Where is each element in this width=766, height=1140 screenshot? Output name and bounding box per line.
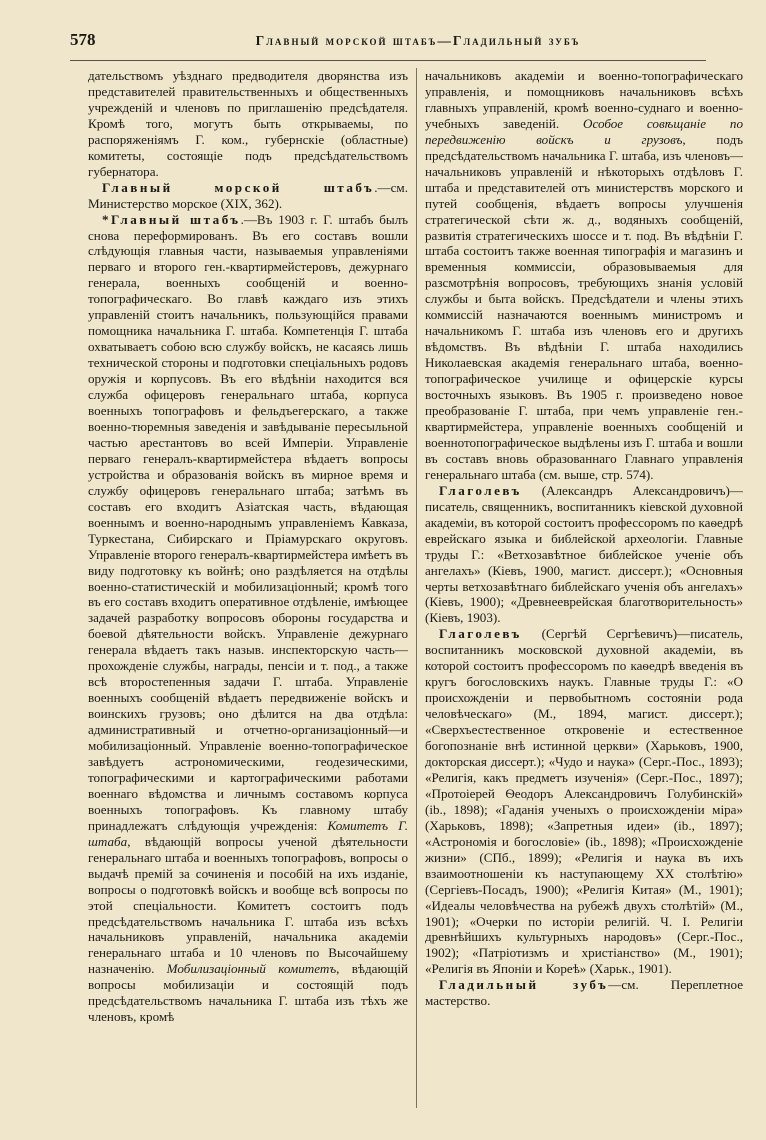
running-head: Главный морской штабъ—Гладильный зубъ: [255, 33, 581, 48]
entry-text: , подъ предсѣдательствомъ начальника Г. штаба, изъ членовъ—начальниковъ управленій и нѣкоторыхъ отдѣловъ Г. штаба и представителей отъ министерствъ морского и путей сообщенія, вѣдаетъ вопросы улучшенія стратегической сѣти ж. д., водяныхъ сообщеній, развитія стратегическихъ шоссе и т. под. Въ вѣдѣніи Г. штаба состоитъ также военная типографія и магазинъ и временныя коммиссіи, образовываемыя для разсмотрѣнія вопросовъ, требующихъ знанія условій службы и быта войскъ. Предсѣдатели и члены этихъ коммиссій назначаются военнымъ министромъ и начальникомъ Г. штаба изъ членовъ его и другихъ вѣдомствъ. Въ вѣдѣніи Г. штаба находились Николаевская академія генеральнаго штаба, военно-топографическое училище и офицерскіе курсы восточныхъ языковъ. Въ 1905 г. произведено новое преобразованіе Г. штаба, при чемъ управленіе ген.-квартирмейстера, управленіе военныхъ сообщеній и военнотопографическое выдѣлены изъ Г. штаба и вошли въ составъ вновь образованнаго Главнаго управленія генеральнаго штаба (см. выше, стр. 574).: [425, 131, 743, 482]
column-divider: [416, 68, 417, 1108]
entry-text: .—Въ 1903 г. Г. штабъ былъ снова переформированъ. Въ его составъ вошли слѣдующія главныя части, называемыя управленіями перваго и второго ген.-квартирмейстеровъ, дежурнаго генерала, военныхъ сообщеній и военно-топографическаго. Во главѣ каждаго изъ этихъ управленій стоитъ начальникъ, пользующійся правами помощника начальника Г. штаба. Компетенція Г. штаба охватываетъ собою всю службу войскъ, не касаясь лишь технической стороны и подготовки спеціальныхъ родовъ оружія и корпусовъ. Въ его вѣдѣніи находится вся служба офицеровъ генеральнаго штаба, корпуса военныхъ топографовъ и фельдъегерскаго, а также военно-тюремныя заведенія и завѣдываніе пересыльной частью арестантовъ во всей Имперіи. Управленіе перваго генералъ-квартирмейстера вѣдаетъ вопросы устройства и образованія войскъ въ мирное время и службу офицеровъ генеральнаго штаба; затѣмъ въ составъ его входитъ Азіатская часть, вѣдающая военнымъ и военно-народнымъ управленіемъ Кавказа, Туркестана, Сибирскаго и Пріамурскаго округовъ. Управленіе второго генералъ-квартирмейстера имѣетъ въ виду подготовку къ войнѣ; оно раздѣляется на отдѣлы военно-статистическій и мобилизаціонный; кромѣ того въ его составъ входитъ оперативное отдѣленіе, имѣющее задачей разработку вопросовъ обороны государства и боевой дѣятельности войскъ. Управленіе дежурнаго генерала вѣдаетъ такъ назыв. инспекторскую часть—прохожденіе службы, награды, пенсіи и т. под., а также всѣ второстепенныя задачи Г. штаба. Управленіе военныхъ сообщеній вѣдаетъ передвиженіе войскъ и воинскихъ грузовъ; оно дѣлится на два отдѣла: административный и отчетно-организаціонный—и мобилизаціонный. Управленіе военно-топографическое завѣдуетъ астрономическими, геодезическими, топографическими и картографическими работами военнаго вѣдомства и личнымъ составомъ корпуса военныхъ топографовъ. Къ главному штабу принадлежатъ слѣдующія учрежденія:: [88, 211, 408, 833]
entry-text: начальниковъ академіи и военно-топографическаго управленія, и помощниковъ начальниковъ всѣхъ главныхъ управленій, кромѣ военно-суднаго и военно-учебныхъ заведеній.: [425, 68, 743, 131]
entry-continuation: дательствомъ уѣзднаго предводителя дворянства изъ представителей правительственныхъ и общественныхъ учрежденій и членовъ по приглашенію предсѣдателя. Кромѣ того, могутъ быть открываемы, по распоряженіямъ Г. ком., губернскіе (областные) комитеты, состоящіе подъ предсѣдательствомъ губернатора.: [88, 68, 408, 179]
entry-continuation: [425, 68, 743, 483]
entry-text: (Сергѣй Сергѣевичъ)—писатель, воспитанникъ московской духовной академіи, въ которой состоитъ профессоромъ по каѳедрѣ введенія въ кругъ богословскихъ наукъ. Главные труды Г.: «О происхожденіи и первобытномъ состояніи рода человѣческаго» (М., 1894, магист. диссерт.); «Сверхъестественное откровеніе и естественное богопознаніе внѣ истинной церкви» (Харьковъ, 1900, докторская диссерт.); «Чудо и наука» (Серг.-Пос., 1893); «Религія, какъ предметъ изученія» (Серг.-Пос., 1897); «Протоіерей Ѳеодоръ Александровичъ Голубинскій» (ib., 1898); «Гаданія ученыхъ о происхожденіи міра» (Харьковъ, 1898); «Запретныя идеи» (ib., 1897); «Астрономія и богословіе» (ib., 1898); «Происхожденіе жизни» (СПб., 1899); «Религія и наука въ ихъ взаимоотношеніи къ наступающему XX столѣтію» (Сергіевъ-Посадъ, 1900); «Религія Китая» (М., 1901); «Идеалы человѣчества на рубежѣ двухъ столѣтій» (М., 1901); «Очерки по исторіи религій. Ч. I. Религіи древнѣйшихъ культурныхъ народовъ» (Серг.-Пос., 1902); «Патріотизмъ и христіанство» (М., 1901); «Религія въ Японіи и Кореѣ» (Харьк., 1901).: [425, 626, 743, 977]
entry-text: (Александръ Александровичъ)—писатель, священникъ, воспитанникъ кіевской духовной академіи, въ которой состоитъ профессоромъ по каѳедрѣ еврейскаго языка и библейской археологіи. Главные труды Г.: «Ветхозавѣтное библейское ученіе объ ангелахъ» (Кіевъ, 1900, магист. диссерт.); «Основныя черты ветхозавѣтнаго библейскаго ученія объ ангелахъ» (Кіевъ, 1900); «Древнееврейская благотворительность» (Кіевъ, 1903).: [425, 482, 743, 626]
italic-term: Мобилизаціонный комитетъ: [166, 961, 337, 977]
headword: Гладильный зубъ: [439, 977, 609, 993]
entry-glagolev-alexandr: [425, 483, 743, 627]
entry-glavny-morskoy-shtab: [88, 180, 408, 212]
left-column: [88, 68, 408, 1116]
entry-text: —см. Переплетное мастерство.: [425, 977, 743, 1009]
italic-term: Особое совѣщаніе по передвиженію войскъ и грузовъ: [425, 115, 743, 147]
page-header: [70, 30, 706, 61]
page-number: 578: [70, 30, 96, 49]
entry-glagolev-sergey: [425, 626, 743, 977]
entry-text: , вѣдающій вопросы мобилизаціи и состоящій подъ предсѣдательствомъ начальника Г. штаба изъ тѣхъ же членовъ, кромѣ: [88, 961, 408, 1025]
headword: Главный морской штабъ: [102, 179, 375, 195]
headword: *Главный штабъ: [102, 211, 241, 227]
entry-text: .—см. Министерство морское (XIX, 362).: [88, 179, 408, 211]
headword: Глаголевъ: [439, 482, 522, 498]
entry-glavny-shtab: [88, 212, 408, 1026]
entry-gladilny-zub: [425, 977, 743, 1009]
headword: Глаголевъ: [439, 626, 522, 642]
italic-term: Комитетъ Г. штаба: [88, 817, 408, 849]
right-column: [425, 68, 743, 1116]
entry-text: , вѣдающій вопросы ученой дѣятельности генеральнаго штаба и военныхъ топографовъ, вопросы о выдачѣ премій за сочиненія и пособій на ихъ изданіе, вопросы о подготовкѣ войскъ и вообще всѣ вопросы по этой спеціальности. Комитетъ состоитъ подъ предсѣдательствомъ начальника Г. штаба изъ всѣхъ начальниковъ управленій, начальника академіи генеральнаго штаба и 10 членовъ по Высочайшему назначенію.: [88, 833, 408, 977]
